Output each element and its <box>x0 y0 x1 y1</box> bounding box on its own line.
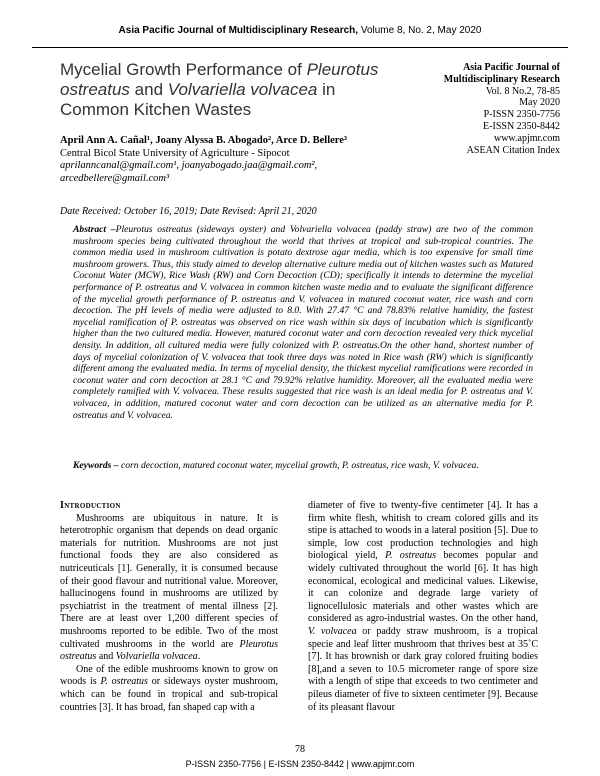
meta-index: ASEAN Citation Index <box>466 144 560 156</box>
abstract-label: Abstract – <box>73 224 116 235</box>
intro-p2-species: P. ostreatus <box>100 676 148 688</box>
keywords <box>73 460 533 472</box>
right-col-species-2: V. volvacea <box>308 625 357 637</box>
author-affiliation: Central Bicol State University of Agriculture - Sipocot <box>60 147 290 159</box>
section-heading-introduction: Introduction <box>60 500 121 511</box>
right-col-text-1: diameter of five to twenty-five centimeter [4]. It has a firm white flesh, whitish to cream colored gills and its stipe is attached to woods in a lateral position [5]. Due to simple, low cost production technologies and high biological yield, <box>308 500 538 562</box>
running-header <box>0 25 600 36</box>
right-col-species-1: P. ostreatus <box>385 550 437 562</box>
intro-p2-text: One of the edible mushrooms known to grow on woods is <box>60 663 278 688</box>
right-col-text-2: becomes popular and widely cultivated throughout the world [6]. It has high economical, ecological and medicinal values. Likewise, it can colonize and degrade large variety of lignocellulosic materials and other wastes which are considered as agro-industrial wastes. On the other hand, <box>308 550 538 625</box>
intro-p1-end: . <box>197 651 201 663</box>
intro-p1-species2: Volvariella volvacea <box>115 651 198 663</box>
right-col-text-3: or paddy straw mushroom, is a tropical specie and leaf litter mushroom that thrives best at 35˚C [7]. It has brownish or dark gray colored fruiting bodies [8],and a seven to 10.5 micrometer range of spore size with a length of stipe that exceeds to two centimeter and pileus diameter of five to sixteen centimeter [9]. Because of its pleasant flavour <box>308 625 538 713</box>
intro-p1-species1: Pleurotus ostreatus <box>60 638 278 663</box>
intro-p1-text: Mushrooms are ubiquitous in nature. It is heterotrophic organism that depends on dead organic materials for nutrition. Mushrooms are not just functional foods they are also considered as nutriceuticals [1]. Generally, it is consumed because of their good flavour and nutritional value. Moreover, hallucinogens found in mushrooms are utilized by psychiatrist in the treatment of mental illness [2]. There are at least over 1,200 different species of mushrooms reported to be edible. Two of the most cultivated mushrooms in the world are <box>60 512 278 650</box>
header-issue: Volume 8, No. 2, May 2020 <box>358 25 482 36</box>
header-journal: Asia Pacific Journal of Multidisciplinary Research, <box>118 25 359 36</box>
intro-p2-text-end: or sideways oyster mushroom, which can be found in tropical and sub-tropical countries [3]. It has broad, fan shaped cap with a <box>60 676 278 713</box>
title-species2: Volvariella volvacea <box>167 80 318 99</box>
header-divider <box>32 47 568 48</box>
journal-meta <box>410 62 560 156</box>
keywords-label: Keywords – <box>73 460 119 471</box>
page-number: 78 <box>295 744 305 755</box>
title-species1: Pleurotus ostreatus <box>60 60 379 99</box>
abstract <box>73 224 533 421</box>
meta-pissn: P-ISSN 2350-7756 <box>483 109 560 121</box>
keywords-text: corn decoction, matured coconut water, mycelial growth, P. ostreatus, rice wash, V. volvacea. <box>118 460 479 471</box>
meta-date: May 2020 <box>519 97 560 109</box>
intro-paragraph-2 <box>60 664 278 714</box>
title-part2: and <box>129 80 168 99</box>
left-column <box>60 500 278 714</box>
abstract-text: Pleurotus ostreatus (sideways oyster) and Volvariella volvacea (paddy straw) are two of the common mushroom species being cultivated throughout the world that thrives at tropical and sub-tropical countries. The common media used in mushroom cultivation is potato dextrose agar media, which is too expensive for small time mushroom growers. Thus, this study aimed to develop alternative culture media out of kitchen wastes such as Matured Coconut Water (MCW), Rice Wash (RW) and Corn Decoction (CD); specifically it intends to determine the mycelial performance of P. ostreatus and V. volvacea in common kitchen waste media and to evaluate the significant difference of the mycelial growth performance of P. ostreatus and V. volvacea in matured coconut water, rice wash and corn decoction. The pH levels of media were adjusted to 8.0. With 27.47 °C and 78.83% relative humidity, the fastest mycelial ramification of P. ostreatus was observed on rice wash within six days of incubation which is significantly higher than the two cultured media. However, matured coconut water and corn decoction revealed very thick mycelial density. In addition, all cultured media were fully colonized with P. ostreatus.On the other hand, shortest number of days of mycelial colonization of V. volvacea that took three days was noted in Rice wash (RW) which is significantly different among the evaluated media. In terms of mycelial density, the thickest mycelial ramifications were recorded in coconut water and corn decoction at 28.1 °C and 79.92% relative humidity. Moreover, all the evaluated media were completely ramified with V. volvacea. These results suggested that rice wash is an ideal media for P. ostreatus and V. volvacea, in addition, matured coconut water and corn decoction can be utilized as an alternative media for P. ostreatus and V. volvacea. <box>73 224 533 421</box>
title-part1: Mycelial Growth Performance of <box>60 60 307 79</box>
meta-eissn: E-ISSN 2350-8442 <box>483 120 560 132</box>
author-names: April Ann A. Cañal¹, Joany Alyssa B. Abogado², Arce D. Bellere³ <box>60 135 348 146</box>
article-dates: Date Received: October 16, 2019; Date Revised: April 21, 2020 <box>60 206 317 217</box>
intro-paragraph-1 <box>60 513 278 664</box>
meta-journal-title: Asia Pacific Journal of Multidisciplinary Research <box>443 62 560 85</box>
page-footer: P-ISSN 2350-7756 | E-ISSN 2350-8442 | www.apjmr.com <box>185 759 415 769</box>
author-emails-1: aprilanncanal@gmail.com¹, joanyabogado.jaa@gmail.com², <box>60 160 318 171</box>
meta-website: www.apjmr.com <box>493 132 560 144</box>
author-block <box>60 135 405 185</box>
author-emails-2: arcedbellere@gmail.com³ <box>60 172 170 184</box>
right-column <box>308 500 538 714</box>
meta-volume: Vol. 8 No.2, 78-85 <box>485 85 560 97</box>
title-part3: in Common Kitchen Wastes <box>60 80 336 119</box>
article-title <box>60 60 405 120</box>
intro-p1-and: and <box>96 651 116 663</box>
